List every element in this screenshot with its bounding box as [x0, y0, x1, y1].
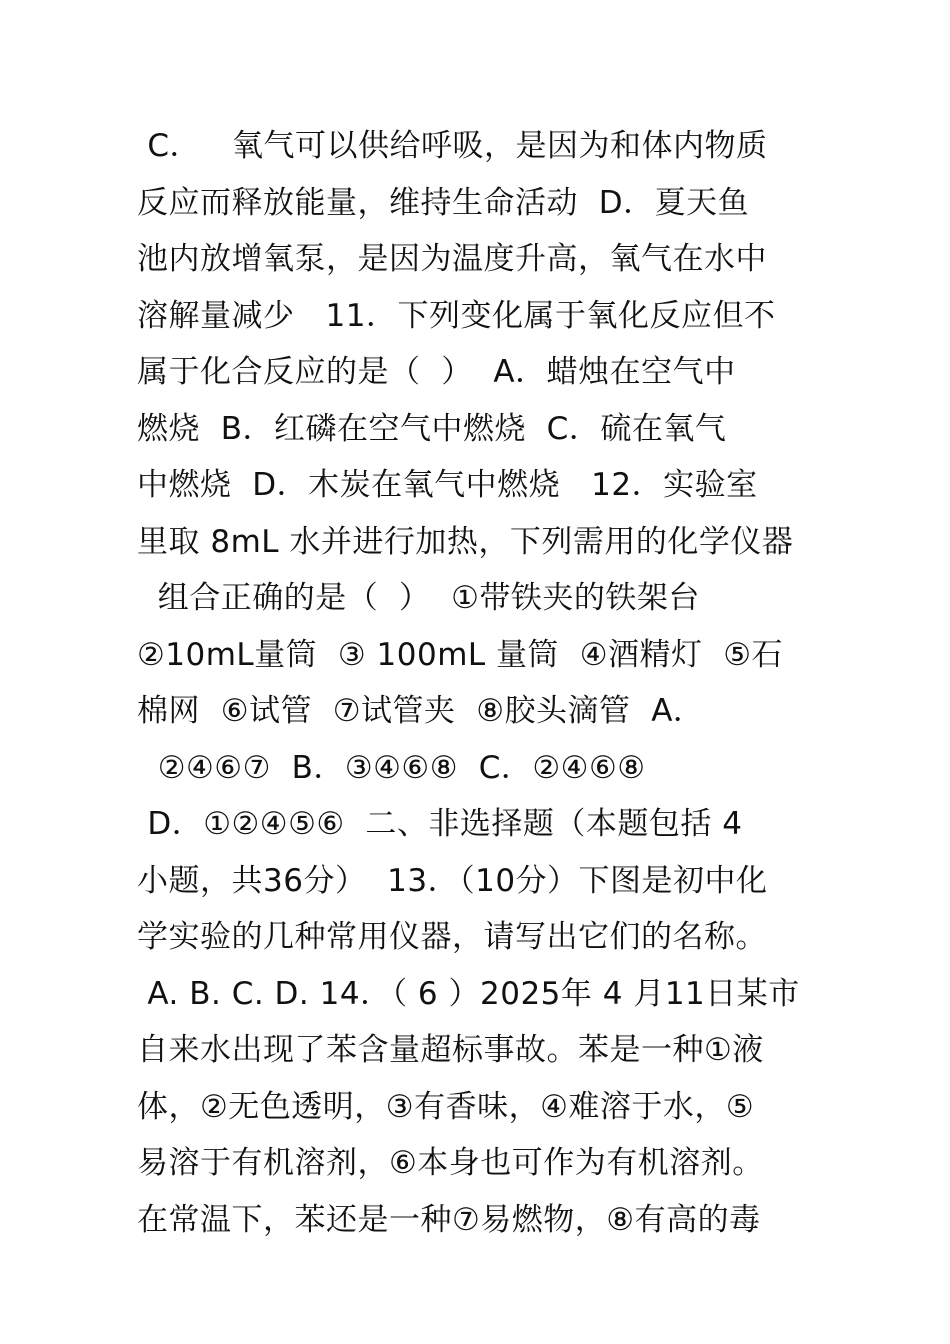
text-line: 体，②无色透明，③有香味，④难溶于水，⑤ — [137, 1088, 755, 1125]
text-line: 在常温下，苯还是一种⑦易燃物，⑧有高的毒 — [137, 1201, 761, 1238]
text-line: 燃烧 B．红磷在空气中燃烧 C．硫在氧气 — [137, 410, 727, 447]
text-line: 自来水出现了苯含量超标事故。苯是一种①液 — [137, 1032, 764, 1068]
text-line: D．①②④⑤⑥ 二、非选择题（本题包括 4 — [137, 806, 743, 842]
document-body — [137, 118, 827, 1248]
text-line: A. B. C. D. 14．（ 6 ）2025年 4 月11日某市 — [137, 975, 800, 1012]
text-line: 组合正确的是（ ） ①带铁夹的铁架台 — [137, 580, 700, 616]
text-line: 学实验的几种常用仪器，请写出它们的名称。 — [137, 919, 767, 955]
text-line: 里取 8mL 水并进行加热，下列需用的化学仪器 — [137, 523, 794, 560]
text-line: 池内放增氧泵，是因为温度升高，氧气在水中 — [137, 241, 767, 277]
text-line: C． 氧气可以供给呼吸，是因为和体内物质 — [137, 128, 768, 164]
text-line: 小题，共36分） 13．（10分）下图是初中化 — [137, 862, 768, 899]
text-line: 属于化合反应的是（ ） A．蜡烛在空气中 — [137, 354, 736, 390]
text-line: 溶解量减少 11．下列变化属于氧化反应但不 — [137, 297, 776, 334]
text-line: 易溶于有机溶剂，⑥本身也可作为有机溶剂。 — [137, 1145, 764, 1181]
text-line: ②10mL量筒 ③ 100mL 量筒 ④酒精灯 ⑤石 — [137, 636, 784, 673]
text-line: ②④⑥⑦ B．③④⑥⑧ C．②④⑥⑧ — [137, 749, 646, 786]
text-line: 中燃烧 D．木炭在氧气中燃烧 12．实验室 — [137, 467, 758, 503]
text-line: 反应而释放能量，维持生命活动 D．夏天鱼 — [137, 184, 750, 221]
text-line: 棉网 ⑥试管 ⑦试管夹 ⑧胶头滴管 A． — [137, 693, 705, 729]
